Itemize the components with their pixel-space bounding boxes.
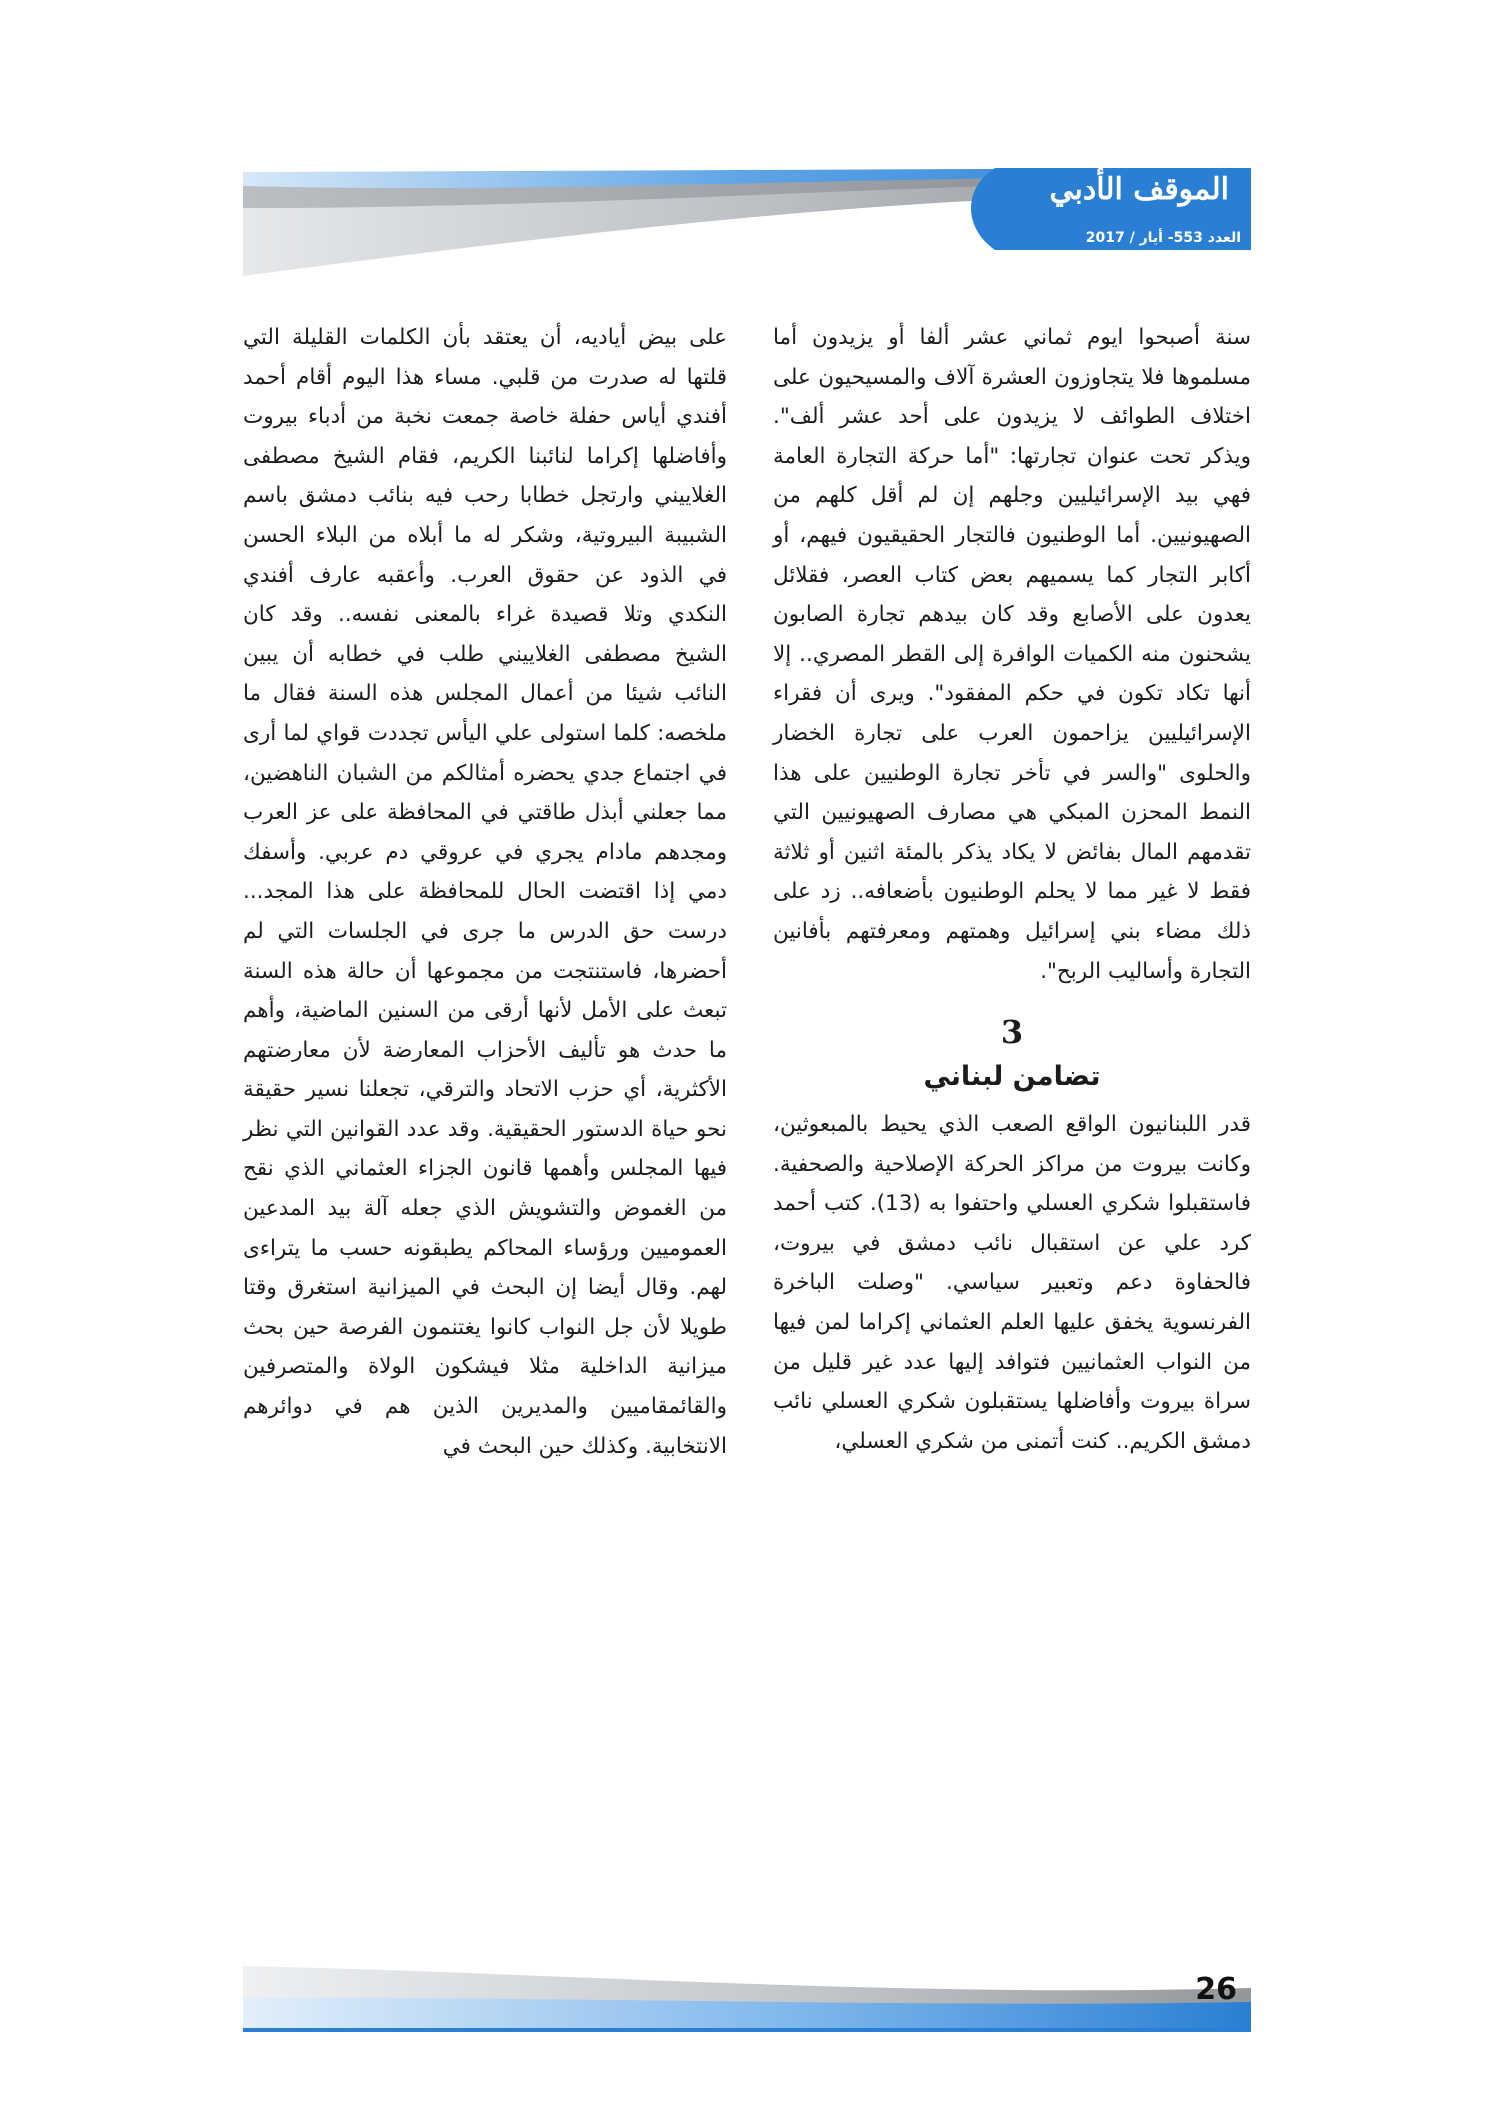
magazine-logo: الموقف الأدبي bbox=[1049, 172, 1229, 207]
left-column-paragraph-1: على بيض أياديه، أن يعتقد بأن الكلمات القليلة التي قلتها له صدرت من قلبي. مساء هذا اليوم أقام أحمد أفندي أياس حفلة خاصة جمعت نخبة من أدباء بيروت وأفاضلها إكراما لنائبنا الكريم، فقام الشيخ مصطفى الغلاييني وارتجل خطابا رحب فيه بنائب دمشق باسم الشبيبة البيروتية، وشكر له ما أبلاه من البلاء الحسن في الذود عن حقوق العرب. وأعقبه عارف أفندي النكدي وتلا قصيدة غراء بالمعنى نفسه.. وقد كان الشيخ مصطفى الغلاييني طلب في خطابه أن يبين النائب شيئا من أعمال المجلس هذه السنة فقال ما ملخصه: كلما استولى علي اليأس تجددت قواي لما أرى في اجتماع جدي يحضره أمثالكم من الشبان الناهضين، مما جعلني أبذل طاقتي في المحافظة على عز العرب ومجدهم مادام يجري في عروقي دم عربي. وأسفك دمي إذا اقتضت الحال للمحافظة على هذا المجد... درست حق الدرس ما جرى في الجلسات التي لم أحضرها، فاستنتجت من مجموعها أن حالة هذه السنة تبعث على الأمل لأنها أرقى من السنين الماضية، وأهم ما حدث هو تأليف الأحزاب المعارضة لأن معارضتهم الأكثرية، أي حزب الاتحاد والترقي، تجعلنا نسير حقيقة نحو حياة الدستور الحقيقية. وقد عدد القوانين التي نظر فيها المجلس وأهمها قانون الجزاء العثماني الذي نقح من الغموض والتشويش الذي جعله آلة بيد المدعين العموميين ورؤساء المحاكم يطبقونه حسب ما يتراءى لهم. وقال أيضا إن البحث في الميزانية استغرق وقتا طويلا لأن جل النواب كانوا يغتنمون الفرصة حين بحث ميزانية الداخلية مثلا فيشكون الولاة والمتصرفين والقائمقاميين والمديرين الذين هم في دوائرهم الانتخابية. وكذلك حين البحث في bbox=[243, 325, 727, 1459]
footer-swoosh-graphic bbox=[243, 1958, 1251, 2032]
section-number: 3 bbox=[1000, 1013, 1024, 1052]
right-column bbox=[773, 318, 1251, 1461]
section-title: تضامن لبناني bbox=[923, 1061, 1101, 1093]
page-footer bbox=[243, 1958, 1251, 2032]
right-column-paragraph-2: قدر اللبنانيون الواقع الصعب الذي يحيط بالمبعوثين، وكانت بيروت من مراكز الحركة الإصلاحية والصحفية. فاستقبلوا شكري العسلي واحتفوا به (13). كتب أحمد كرد علي عن استقبال نائب دمشق في بيروت، فالحفاوة دعم وتعبير سياسي. "وصلت الباخرة الفرنسوية يخفق عليها العلم العثماني إكراما لمن فيها من النواب العثمانيين فتوافد إليها عدد غير قليل من سراة بيروت وأفاضلها يستقبلون شكري العسلي نائب دمشق الكريم.. كنت أتمنى من شكري العسلي، bbox=[773, 1112, 1251, 1454]
right-column-paragraph-1: سنة أصبحوا ايوم ثماني عشر ألفا أو يزيدون أما مسلموها فلا يتجاوزون العشرة آلاف والمسيحيون على اختلاف الطوائف لا يزيدون على أحد عشر ألف". ويذكر تحت عنوان تجارتها: "أما حركة التجارة العامة فهي بيد الإسرائيليين وجلهم إن لم أقل كلهم من الصهيونيين. أما الوطنيون فالتجار الحقيقيون فيهم، أو أكابر التجار كما يسميهم بعض كتاب العصر، فقلائل يعدون على الأصابع وقد كان بيدهم تجارة الصابون يشحنون منه الكميات الوافرة إلى القطر المصري.. إلا أنها تكاد تكون في حكم المفقود". ويرى أن فقراء الإسرائيليين يزاحمون العرب على تجارة الخضار والحلوى "والسر في تأخر تجارة الوطنيين على هذا النمط المحزن المبكي هي مصارف الصهيونيين التي تقدمهم المال بفائض لا يكاد يذكر بالمئة اثنين أو ثلاثة فقط لا غير مما لا يحلم الوطنيون بأضعافه.. زد على ذلك مضاء بني إسرائيل وهمتهم ومعرفتهم بأفانين التجارة وأساليب الربح". bbox=[773, 325, 1251, 984]
issue-number-date: العدد 553- أيار / 2017 bbox=[1085, 230, 1241, 246]
page-number: 26 bbox=[1195, 1972, 1237, 2007]
left-column bbox=[243, 318, 727, 1466]
page-header bbox=[243, 168, 1251, 298]
